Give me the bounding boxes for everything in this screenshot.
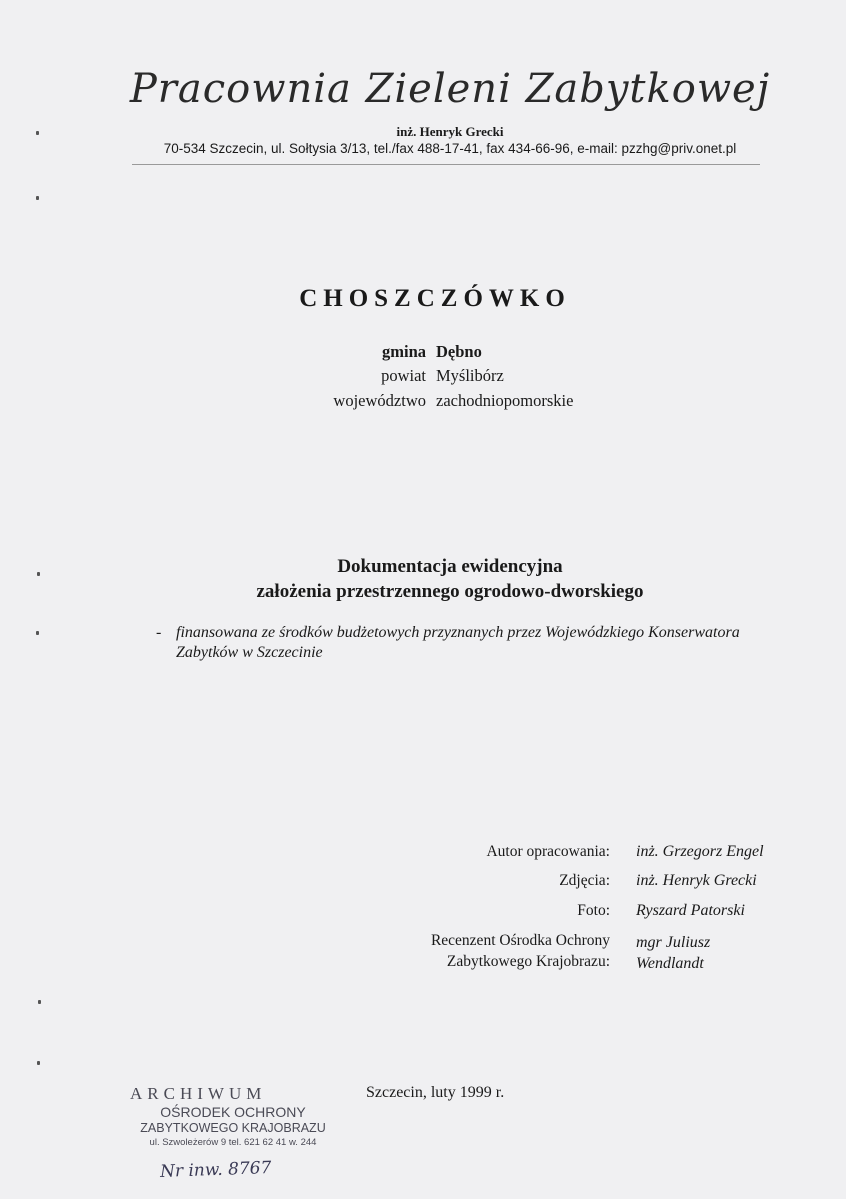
credit-label-reviewer-line2: Zabytkowego Krajobrazu:: [446, 953, 610, 970]
location-wojewodztwo: [0, 391, 846, 415]
financing-text: finansowana ze środków budżetowych przyznanych przez Wojewódzkiego Konserwatora Zabytków w Szczecinie: [176, 624, 740, 661]
stamp-line-landscape: ZABYTKOWEGO KRAJOBRAZU: [140, 1121, 326, 1135]
engineer-name: inż. Henryk Grecki: [396, 124, 504, 139]
credit-value-photos: inż. Henryk Grecki: [636, 872, 757, 889]
location-value: Myślibórz: [436, 366, 504, 385]
location-label: województwo: [333, 391, 426, 410]
location-label: gmina: [381, 342, 426, 361]
credit-label-author: Autor opracowania:: [486, 843, 610, 860]
page-title: CHOSZCZÓWKO: [299, 285, 571, 312]
credit-value-reviewer-line1: mgr Juliusz: [636, 934, 711, 951]
location-value: Dębno: [436, 342, 482, 361]
letterhead-divider: [132, 164, 760, 165]
place-date: Szczecin, luty 1999 r.: [366, 1084, 505, 1101]
document-title-line2: założenia przestrzennego ogrodowo-dworskiego: [256, 581, 644, 602]
credit-label-reviewer-line1: Recenzent Ośrodka Ochrony: [430, 932, 610, 949]
stamp-line-address: ul. Szwoleżerów 9 tel. 621 62 41 w. 244: [149, 1137, 317, 1148]
location-powiat: [0, 366, 846, 390]
location-label: powiat: [381, 366, 426, 385]
location-gmina: [0, 342, 846, 366]
document-title-line1: Dokumentacja ewidencyjna: [337, 556, 563, 577]
margin-mark: [38, 1000, 41, 1004]
studio-name: Pracownia Zieleni Zabytkowej: [129, 66, 771, 112]
credit-value-author: inż. Grzegorz Engel: [636, 843, 764, 860]
credit-label-photos: Zdjęcia:: [559, 872, 610, 889]
address-line: 70-534 Szczecin, ul. Sołtysia 3/13, tel./fax 488-17-41, fax 434-66-96, e-mail: pzzhg@priv.onet.pl: [163, 141, 737, 156]
margin-mark: [36, 196, 39, 200]
margin-mark: [36, 631, 39, 635]
handwritten-inventory-number: Nr inw. 8767: [159, 1158, 272, 1182]
credit-value-foto: Ryszard Patorski: [636, 902, 745, 919]
stamp-line-institution: OŚRODEK OCHRONY: [160, 1104, 306, 1120]
financing-dash: -: [156, 624, 162, 641]
location-value: zachodniopomorskie: [436, 391, 574, 410]
credit-value-reviewer-line2: Wendlandt: [636, 955, 704, 972]
archive-stamp: [128, 1084, 338, 1148]
credit-label-foto: Foto:: [577, 902, 610, 919]
stamp-line-archive: ARCHIWUM: [130, 1084, 267, 1103]
margin-mark: [37, 1061, 40, 1065]
